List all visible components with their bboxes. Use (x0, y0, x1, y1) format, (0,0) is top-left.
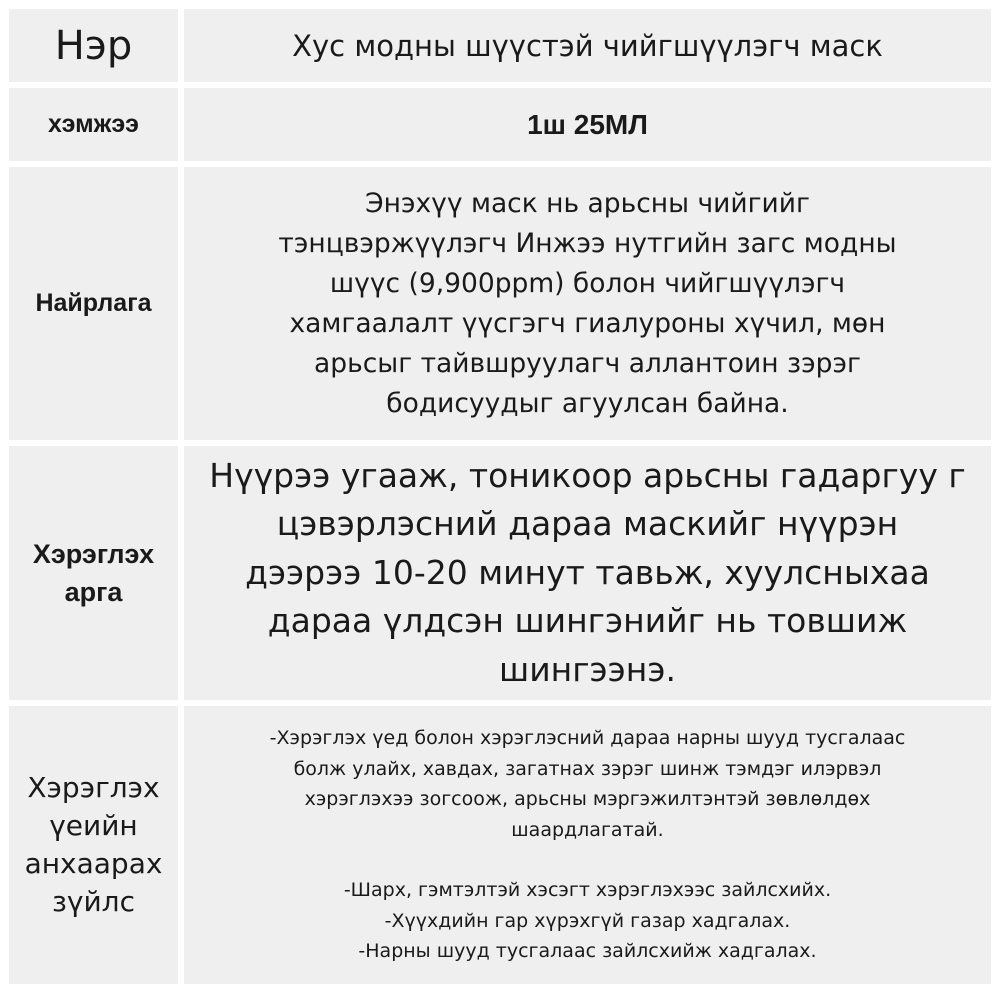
usage-label (33, 535, 154, 611)
product-info-table (9, 9, 991, 984)
usage-line: цэвэрлэсний дараа маскийг нүүрэн (276, 504, 899, 544)
ingredients-line: Энэхүү маск нь арьсны чийгийг (365, 187, 810, 219)
row-name (9, 9, 991, 82)
ingredients-line: хамгаалалт үүсгэгч гиалуроны хүчил, мөн (289, 307, 886, 339)
usage-line: дээрээ 10-20 минут тавьж, хуулсныхаа (245, 552, 930, 592)
usage-text (209, 452, 965, 695)
label-precautions-line: Хэрэглэх (27, 771, 160, 804)
ingredients-line: арьсыг тайвшруулагч аллантоин зэрэг (314, 347, 861, 379)
precautions-line: -Хүүхдийн гар хүрэхгүй газар хадгалах. (384, 909, 791, 932)
value-cell-name (184, 9, 991, 82)
label-cell-ingredients (9, 167, 178, 440)
precautions-line: хэрэглэхээ зогсоож, арьсны мэргэжилтэнтэй зөвлөлдөх (304, 788, 871, 811)
ingredients-line: тэнцвэржүүлэгч Инжээ нутгийн загс модны (278, 227, 897, 259)
row-usage (9, 446, 991, 700)
row-size (9, 88, 991, 161)
label-cell-name (9, 9, 178, 82)
value-cell-usage (184, 446, 991, 700)
precautions-line: -Хэрэглэх үед болон хэрэглэсний дараа нарны шууд тусгалаас (269, 727, 906, 750)
value-size: 1ш 25МЛ (527, 108, 648, 140)
label-precautions-line: анхаарах (24, 847, 163, 880)
row-ingredients (9, 167, 991, 440)
label-cell-precautions (9, 706, 178, 984)
value-cell-size (184, 88, 991, 161)
ingredients-text (278, 184, 896, 424)
precautions-line: -Шарх, гэмтэлтэй хэсэгт хэрэглэхээс зайлсхийх. (343, 879, 832, 902)
ingredients-line: шүүс (9,900ppm) болон чийгшүүлэгч (329, 267, 846, 299)
label-cell-usage (9, 446, 178, 700)
usage-line: шингээнэ. (499, 649, 676, 689)
label-size: хэмжээ (48, 110, 139, 138)
label-cell-size (9, 88, 178, 161)
label-precautions-line: зүйлс (52, 885, 135, 918)
value-cell-precautions (184, 706, 991, 984)
label-precautions-line: үеийн (49, 809, 138, 842)
value-cell-ingredients (184, 167, 991, 440)
value-name: Хус модны шүүстэй чийгшүүлэгч маск (292, 28, 883, 63)
label-usage-line: арга (64, 577, 123, 607)
label-ingredients: Найрлага (35, 289, 152, 317)
usage-line: дараа үлдсэн шингэнийг нь товшиж (267, 601, 908, 641)
precautions-line: -Нарны шууд тусгалаас зайлсхийж хадгалах. (358, 940, 817, 963)
usage-line: Нүүрээ угааж, тоникоор арьсны гадаргуу г (209, 455, 966, 495)
row-precautions (9, 706, 991, 984)
precautions-spacer (270, 845, 906, 875)
precautions-line: шаардлагатай. (511, 818, 664, 841)
ingredients-line: бодисуудыг агуулсан байна. (386, 387, 789, 419)
precautions-line: болж улайх, хавдах, загатнах зэрэг шинж тэмдэг илэрвэл (293, 757, 882, 780)
precautions-text (270, 723, 906, 967)
precautions-label (25, 769, 163, 921)
label-usage-line: Хэрэглэх (32, 539, 155, 569)
label-name: Нэр (54, 22, 133, 69)
